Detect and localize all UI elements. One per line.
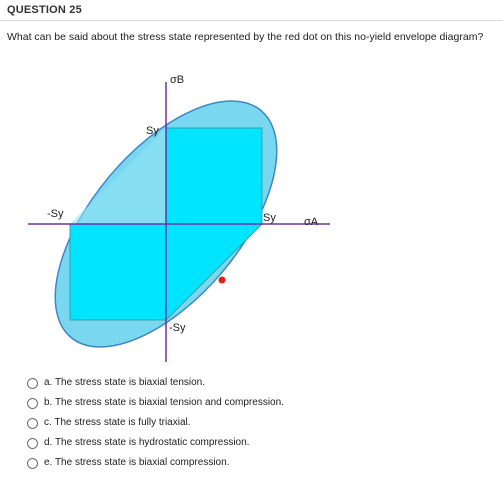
hatched-region-upper-left — [70, 128, 166, 224]
option-c-label: c. The stress state is fully triaxial. — [44, 417, 191, 428]
option-e-label: e. The stress state is biaxial compression. — [44, 457, 230, 468]
option-a-label: a. The stress state is biaxial tension. — [44, 377, 206, 388]
square-region-lower-left — [70, 224, 166, 320]
radio-b[interactable] — [27, 398, 38, 409]
option-d-label: d. The stress state is hydrostatic compression. — [44, 437, 250, 448]
question-title: QUESTION 25 — [7, 4, 82, 16]
radio-c[interactable] — [27, 418, 38, 429]
square-region-upper-right — [166, 128, 262, 224]
neg-sy-bottom-label: -Sy — [169, 322, 186, 334]
sy-right-label: Sy — [263, 212, 276, 224]
stress-state-dot — [219, 277, 226, 284]
neg-sy-left-label: -Sy — [47, 208, 64, 220]
question-text: What can be said about the stress state represented by the red dot on this no-yield envelope diagram? — [7, 31, 484, 43]
option-b-label: b. The stress state is biaxial tension and compression. — [44, 397, 284, 408]
radio-a[interactable] — [27, 378, 38, 389]
sigma-a-label: σA — [304, 216, 319, 228]
triangle-region-lower-right — [166, 224, 262, 320]
sigma-b-label: σB — [170, 74, 185, 86]
sy-top-label: Sy — [146, 125, 159, 137]
radio-e[interactable] — [27, 458, 38, 469]
radio-d[interactable] — [27, 438, 38, 449]
